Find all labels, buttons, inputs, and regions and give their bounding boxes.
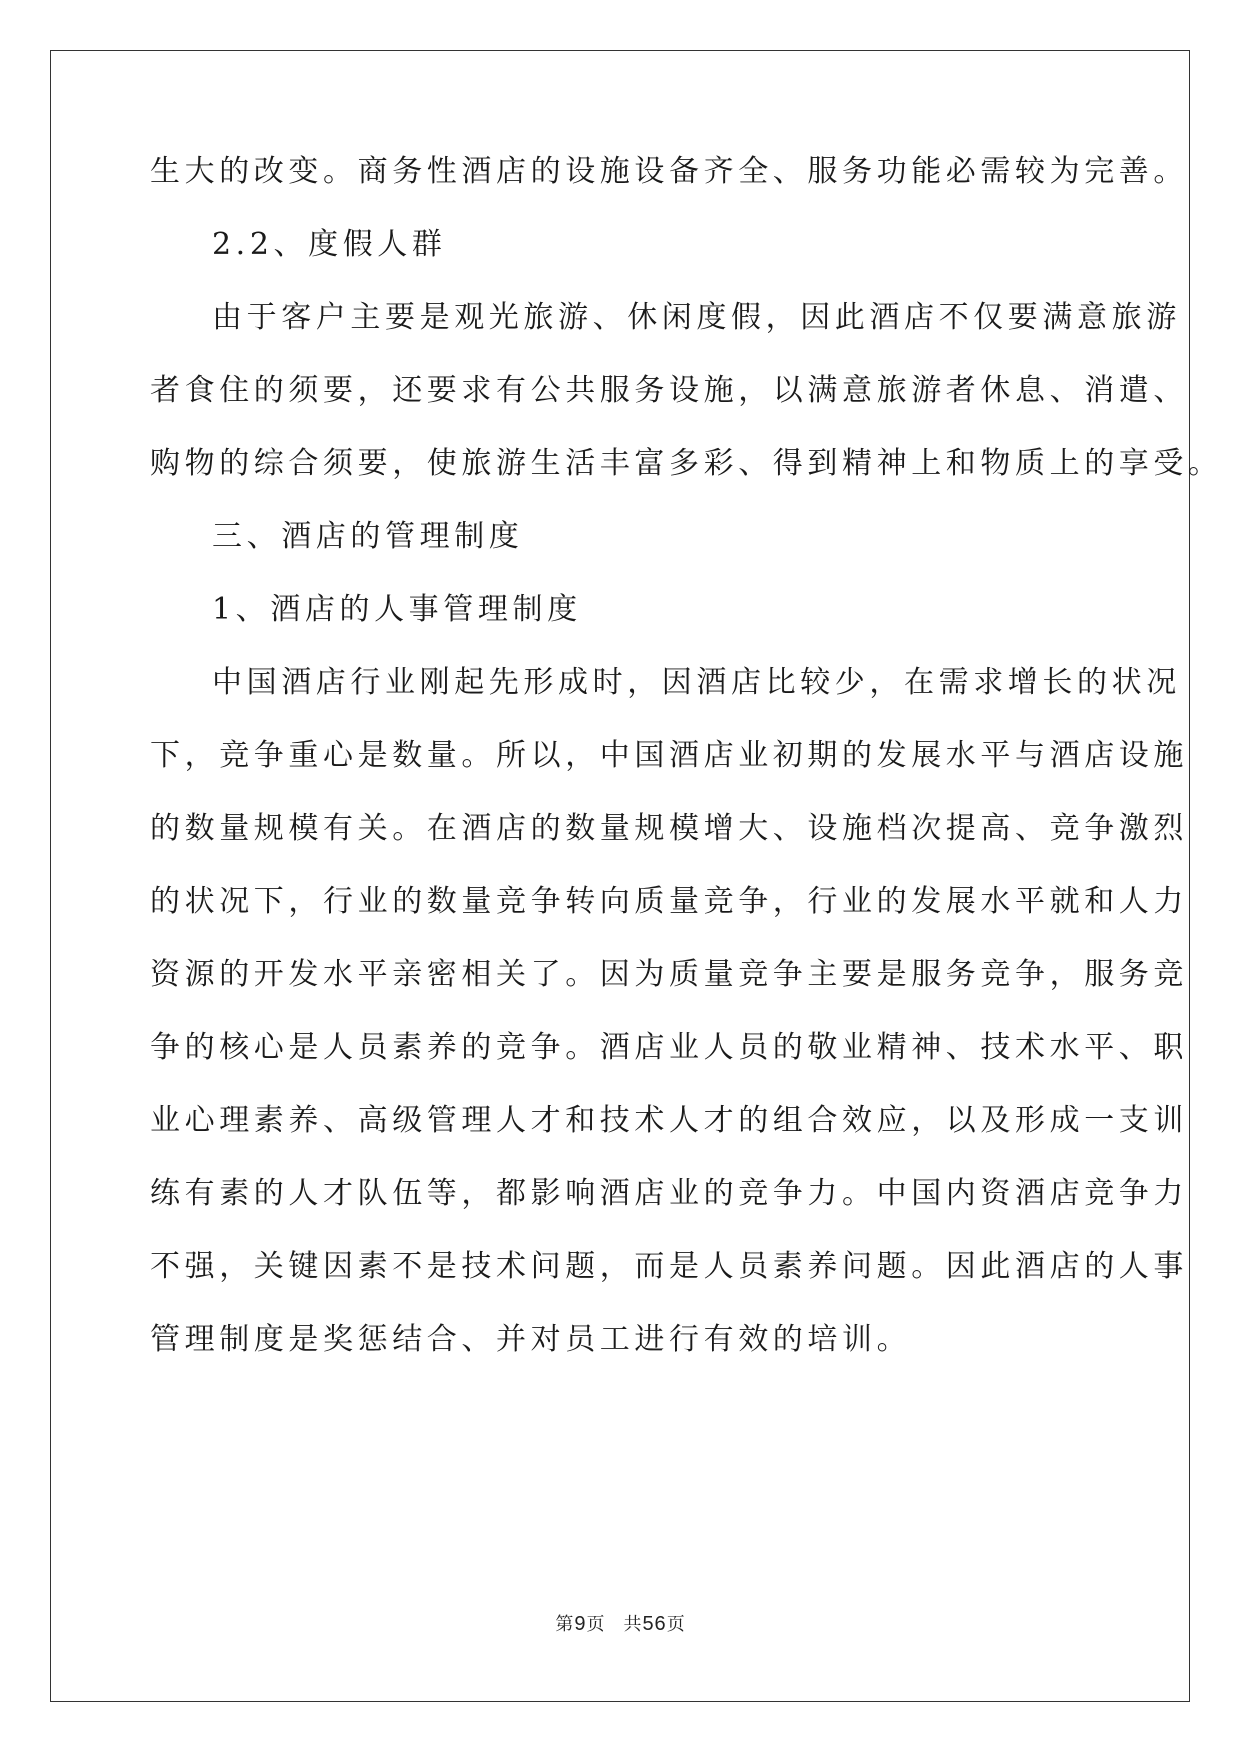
page-label-suffix: 页 [586, 1614, 606, 1635]
text-line: 管理制度是奖惩结合、并对员工进行有效的培训。 [150, 1322, 912, 1357]
text-line: 者食住的须要，还要求有公共服务设施，以满意旅游者休息、消遣、 [150, 373, 1188, 408]
total-label-prefix: 共 [623, 1614, 643, 1635]
page-footer [0, 1613, 1241, 1636]
text-line: 的数量规模有关。在酒店的数量规模增大、设施档次提高、竞争激烈 [150, 811, 1188, 846]
page-label-prefix: 第 [555, 1614, 575, 1635]
text-line: 生大的改变。商务性酒店的设施设备齐全、服务功能必需较为完善。 [150, 154, 1188, 189]
text-line: 资源的开发水平亲密相关了。因为质量竞争主要是服务竞争，服务竞 [150, 957, 1188, 992]
section-heading: 1、酒店的人事管理制度 [212, 592, 582, 627]
text-line: 由于客户主要是观光旅游、休闲度假，因此酒店不仅要满意旅游 [212, 300, 1181, 335]
total-label-suffix: 页 [666, 1614, 686, 1635]
text-line: 购物的综合须要，使旅游生活丰富多彩、得到精神上和物质上的享受。 [150, 446, 1223, 481]
text-line: 不强，关键因素不是技术问题，而是人员素养问题。因此酒店的人事 [150, 1249, 1188, 1284]
total-pages: 56 [642, 1613, 667, 1635]
text-line: 的状况下，行业的数量竞争转向质量竞争，行业的发展水平就和人力 [150, 884, 1188, 919]
section-heading: 2.2、度假人群 [212, 227, 447, 262]
text-line: 下，竞争重心是数量。所以，中国酒店业初期的发展水平与酒店设施 [150, 738, 1188, 773]
text-line: 业心理素养、高级管理人才和技术人才的组合效应，以及形成一支训 [150, 1103, 1188, 1138]
text-line: 争的核心是人员素养的竞争。酒店业人员的敬业精神、技术水平、职 [150, 1030, 1188, 1065]
page-number: 9 [574, 1613, 587, 1635]
text-line: 练有素的人才队伍等，都影响酒店业的竞争力。中国内资酒店竞争力 [150, 1176, 1188, 1211]
text-line: 中国酒店行业刚起先形成时，因酒店比较少，在需求增长的状况 [212, 665, 1181, 700]
section-heading: 三、酒店的管理制度 [212, 519, 524, 554]
